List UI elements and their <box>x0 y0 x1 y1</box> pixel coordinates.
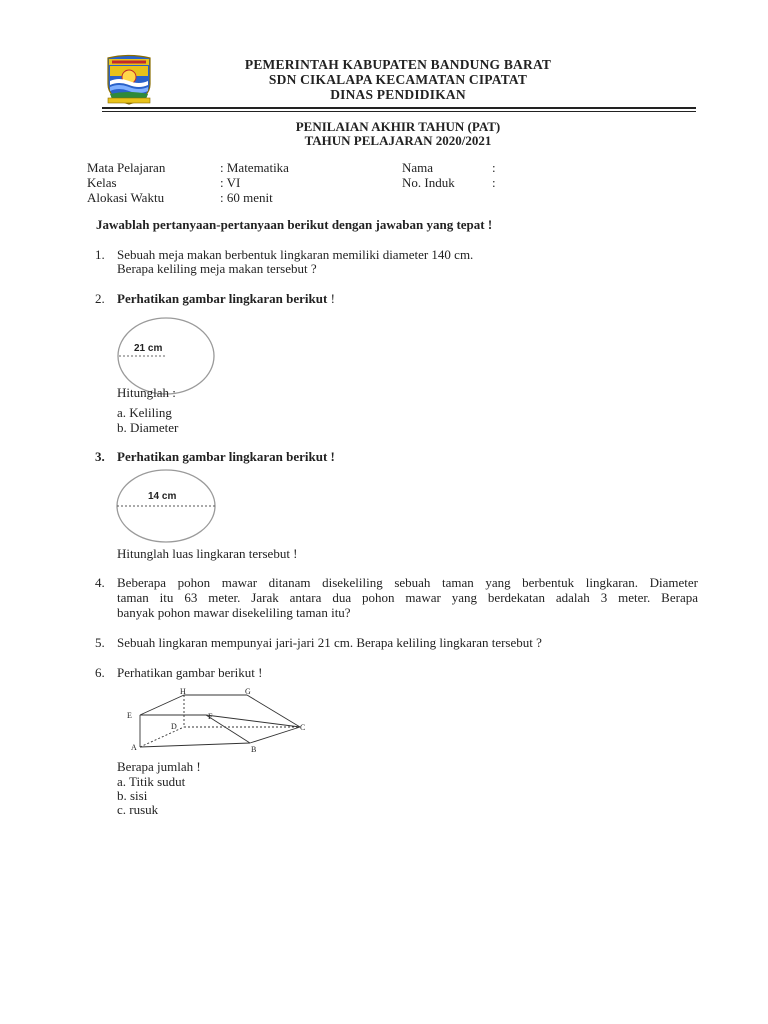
q1-line-2: Berapa keliling meja makan tersebut ? <box>117 261 317 276</box>
student-number-colon: : <box>492 175 496 190</box>
school-emblem <box>104 54 154 106</box>
header-rule-thick <box>102 107 696 109</box>
q2-prompt <box>117 291 335 306</box>
q3-task: Hitunglah luas lingkaran tersebut ! <box>117 546 298 561</box>
q6-ask: Berapa jumlah ! <box>117 759 201 774</box>
name-colon: : <box>492 160 496 175</box>
q4-line-2: taman itu 63 meter. Jarak antara dua pohon mawar yang berdekatan adalah 3 meter. Berapa <box>117 590 698 605</box>
bandung-barat-emblem-icon <box>104 54 154 106</box>
prism-label-G: G <box>245 687 251 696</box>
q5-number: 5. <box>95 635 105 650</box>
time-label: Alokasi Waktu <box>87 190 165 205</box>
q6-option-c: c. rusuk <box>117 802 159 817</box>
subject-value: : Matematika <box>220 160 289 175</box>
class-value: : VI <box>220 175 241 190</box>
q2-option-b: b. Diameter <box>117 420 179 435</box>
q2-hitunglah: Hitunglah : <box>117 385 176 400</box>
q3-prompt: Perhatikan gambar lingkaran berikut ! <box>117 449 335 464</box>
prism-label-B: B <box>251 745 257 754</box>
q2-prompt-text: Perhatikan gambar lingkaran berikut <box>117 291 328 306</box>
student-number-label: No. Induk <box>402 175 455 190</box>
q3-diameter-label: 14 cm <box>148 491 177 502</box>
prism-label-A: A <box>131 743 137 752</box>
prism-label-H: H <box>180 687 186 696</box>
q1-line-1: Sebuah meja makan berbentuk lingkaran memiliki diameter 140 cm. <box>117 247 474 262</box>
subject-label: Mata Pelajaran <box>87 160 166 175</box>
prism-hidden-AD <box>140 727 184 747</box>
q2-circle-figure <box>114 316 218 396</box>
name-label: Nama <box>402 160 434 175</box>
header-line-1: PEMERINTAH KABUPATEN BANDUNG BARAT <box>244 57 552 72</box>
q2-number: 2. <box>95 291 105 306</box>
q5-text: Sebuah lingkaran mempunyai jari-jari 21 cm. Berapa keliling lingkaran tersebut ? <box>117 635 542 650</box>
prism-edge-AB <box>140 743 250 747</box>
prism-label-D: D <box>171 722 177 731</box>
q2-radius-label: 21 cm <box>134 343 163 354</box>
prism-label-E: E <box>127 711 132 720</box>
q3-circle-figure <box>114 468 218 544</box>
q1-number: 1. <box>95 247 105 262</box>
instruction: Jawablah pertanyaan-pertanyaan berikut dengan jawaban yang tepat ! <box>96 217 493 232</box>
q6-option-a: a. Titik sudut <box>117 774 186 789</box>
q6-number: 6. <box>95 665 105 680</box>
q2-prompt-bang: ! <box>327 291 335 306</box>
prism-edge-FB <box>206 715 250 743</box>
q4-number: 4. <box>95 575 105 590</box>
exam-title: PENILAIAN AKHIR TAHUN (PAT) <box>295 119 501 134</box>
class-label: Kelas <box>87 175 117 190</box>
prism-edge-EH <box>140 695 184 715</box>
header-line-3: DINAS PENDIDIKAN <box>330 87 466 102</box>
q4-line-1: Beberapa pohon mawar ditanam disekeliling sebuah taman yang berbentuk lingkaran. Diameter <box>117 575 698 590</box>
prism-edge-FC <box>206 715 300 727</box>
prism-label-F: F <box>208 712 213 721</box>
q4-line-3: banyak pohon mawar disekeliling taman itu? <box>117 605 351 620</box>
q6-option-b: b. sisi <box>117 788 148 803</box>
prism-label-C: C <box>300 723 306 732</box>
prism-edge-GC <box>247 695 300 727</box>
q6-text: Perhatikan gambar berikut ! <box>117 665 263 680</box>
q3-number: 3. <box>95 449 105 464</box>
q2-option-a: a. Keliling <box>117 405 172 420</box>
q4-text <box>117 575 698 620</box>
header-line-2: SDN CIKALAPA KECAMATAN CIPATAT <box>268 72 528 87</box>
q6-prism-figure <box>120 686 320 756</box>
prism-edge-BC <box>250 727 300 743</box>
header-rule-thin <box>102 111 696 112</box>
time-value: : 60 menit <box>220 190 273 205</box>
exam-year: TAHUN PELAJARAN 2020/2021 <box>304 133 492 148</box>
